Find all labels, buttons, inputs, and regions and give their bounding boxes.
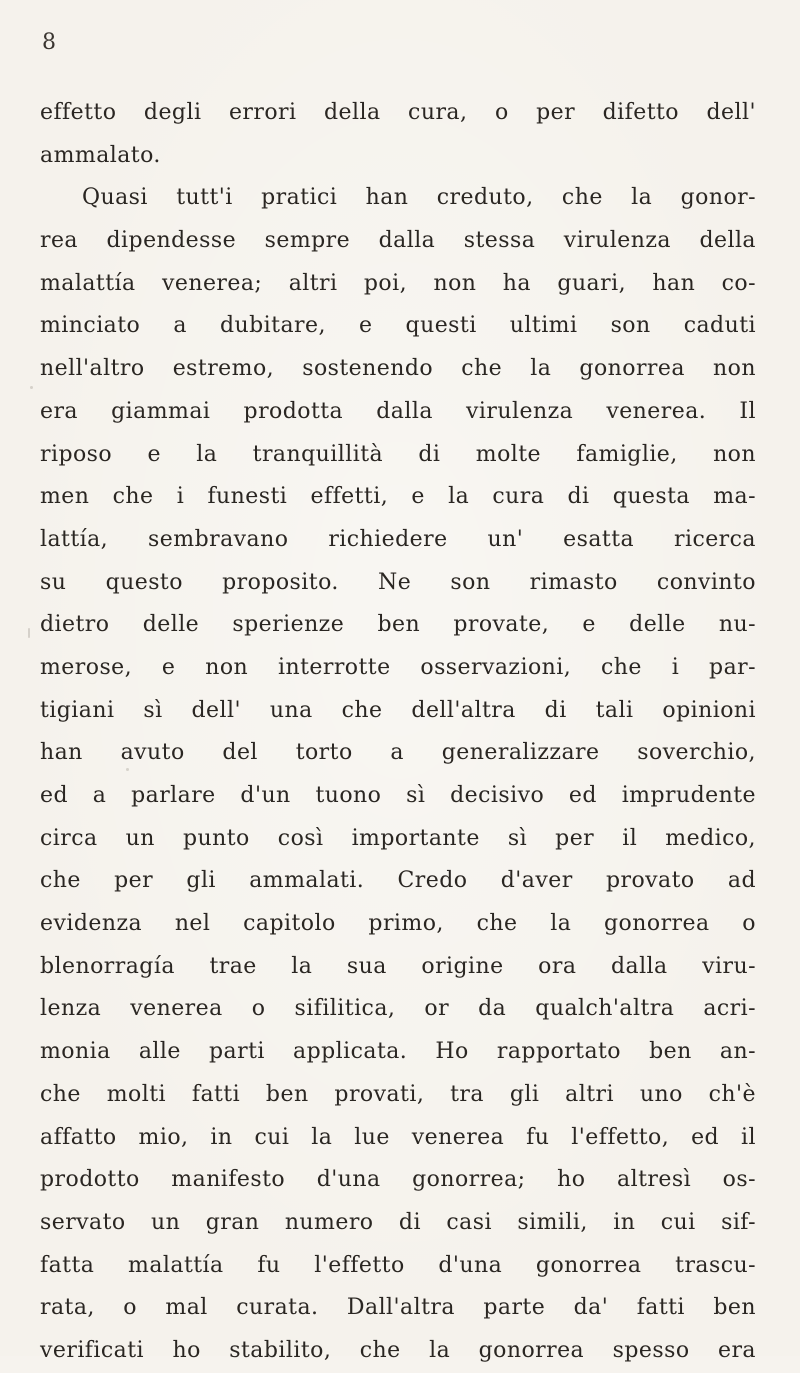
text-line: monia alle parti applicata. Ho rapportato ben an- [40, 1039, 756, 1065]
text-line: malattía venerea; altri poi, non ha guari, han co- [40, 270, 756, 296]
text-line: han avuto del torto a generalizzare soverchio, [40, 740, 756, 766]
text-line: tigiani sì dell' una che dell'altra di tali opinioni [40, 697, 756, 723]
text-line: lattía, sembravano richiedere un' esatta ricerca [40, 526, 756, 552]
text-line: prodotto manifesto d'una gonorrea; ho altresì os- [40, 1167, 756, 1193]
text-line: affatto mio, in cui la lue venerea fu l'effetto, ed il [40, 1124, 756, 1150]
page-number: 8 [42, 30, 56, 55]
text-line: rea dipendesse sempre dalla stessa virulenza della [40, 228, 756, 254]
text-line: che molti fatti ben provati, tra gli altri uno ch'è [40, 1081, 756, 1107]
text-line: dietro delle sperienze ben provate, e delle nu- [40, 612, 756, 638]
text-line: fatta malattía fu l'effetto d'una gonorrea trascu- [40, 1252, 756, 1278]
text-line: riposo e la tranquillità di molte famiglie, non [40, 441, 756, 467]
text-line: rata, o mal curata. Dall'altra parte da' fatti ben [40, 1295, 756, 1321]
text-line: verificati ho stabilito, che la gonorrea spesso era [40, 1337, 756, 1363]
text-line: nell'altro estremo, sostenendo che la gonorrea non [40, 356, 756, 382]
text-line: evidenza nel capitolo primo, che la gonorrea o [40, 911, 756, 937]
text-line: su questo proposito. Ne son rimasto convinto [40, 569, 756, 595]
paper-speck [30, 386, 33, 389]
text-line: effetto degli errori della cura, o per difetto dell' [40, 100, 756, 125]
text-line: che per gli ammalati. Credo d'aver provato ad [40, 868, 756, 894]
text-line: merose, e non interrotte osservazioni, che i par- [40, 654, 756, 680]
text-line: blenorragía trae la sua origine ora dalla viru- [40, 953, 756, 979]
text-line: Quasi tutt'i pratici han creduto, che la gonor- [82, 185, 756, 211]
text-line: ammalato. [40, 142, 161, 168]
text-line: servato un gran numero di casi simili, in cui sif- [40, 1209, 756, 1235]
text-line: minciato a dubitare, e questi ultimi son caduti [40, 313, 756, 339]
text-line: ed a parlare d'un tuono sì decisivo ed imprudente [40, 783, 756, 808]
text-line: men che i funesti effetti, e la cura di questa ma- [40, 484, 756, 510]
body-text [40, 92, 756, 1373]
text-line: lenza venerea o sifilitica, or da qualch'altra acri- [40, 996, 756, 1022]
paper-speck [28, 628, 30, 638]
paper-speck [126, 768, 129, 771]
text-line: circa un punto così importante sì per il medico, [40, 825, 756, 851]
text-line: era giammai prodotta dalla virulenza venerea. Il [40, 398, 756, 424]
